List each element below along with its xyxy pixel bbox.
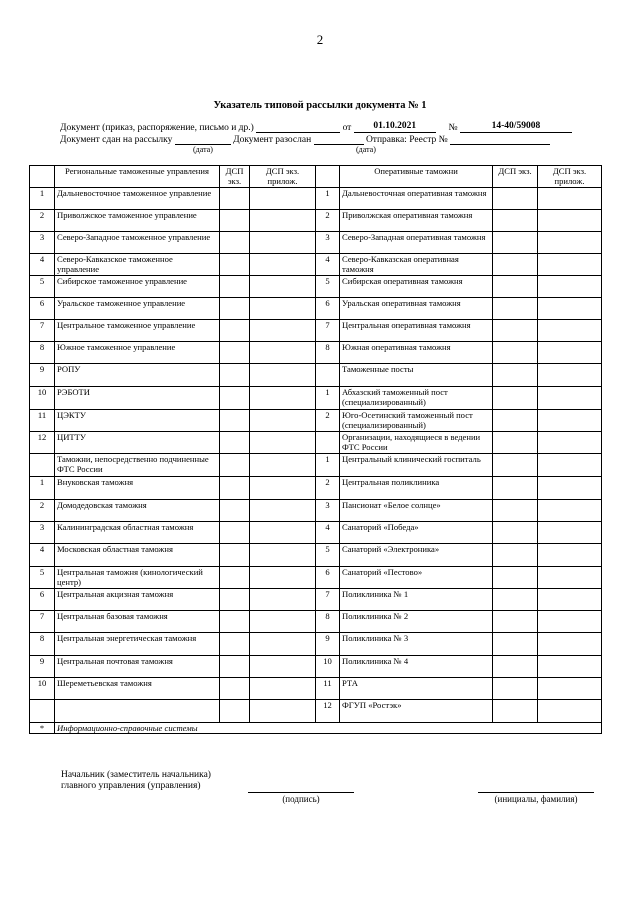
right-dsp-copies bbox=[493, 454, 538, 477]
dispatch-label: Отправка: bbox=[365, 135, 407, 145]
sent-date bbox=[314, 133, 364, 145]
left-dsp-attach bbox=[250, 210, 316, 232]
left-number: 1 bbox=[30, 188, 55, 210]
right-number: 6 bbox=[316, 567, 340, 589]
initials-caption: (инициалы, фамилия) bbox=[494, 794, 578, 804]
left-recipient: Центральное таможенное управление bbox=[55, 320, 220, 342]
page-number: 2 bbox=[316, 32, 324, 47]
right-number bbox=[316, 432, 340, 454]
left-number: 3 bbox=[30, 232, 55, 254]
right-number: 5 bbox=[316, 544, 340, 567]
left-dsp-copies bbox=[220, 700, 250, 723]
left-dsp-copies bbox=[220, 254, 250, 276]
right-dsp-copies bbox=[493, 188, 538, 210]
left-dsp-copies bbox=[220, 188, 250, 210]
right-dsp-copies bbox=[493, 611, 538, 633]
document-label: Документ (приказ, распоряжение, письмо и др.) bbox=[60, 123, 254, 133]
right-recipient: РТА bbox=[340, 678, 493, 700]
right-number: 4 bbox=[316, 254, 340, 276]
left-dsp-copies bbox=[220, 298, 250, 320]
left-dsp-attach bbox=[250, 298, 316, 320]
document-number: 14-40/59008 bbox=[460, 121, 572, 133]
left-dsp-attach bbox=[250, 567, 316, 589]
left-dsp-attach bbox=[250, 589, 316, 611]
right-dsp-copies bbox=[493, 432, 538, 454]
left-dsp-attach bbox=[250, 387, 316, 410]
left-recipient: Южное таможенное управление bbox=[55, 342, 220, 364]
left-dsp-copies bbox=[220, 589, 250, 611]
mailing-table bbox=[29, 165, 602, 734]
info-systems-label: Информационно-справочные системы bbox=[55, 723, 602, 734]
info-systems-row bbox=[30, 723, 602, 734]
right-recipient: Центральная оперативная таможня bbox=[340, 320, 493, 342]
right-number: 1 bbox=[316, 387, 340, 410]
right-dsp-copies bbox=[493, 700, 538, 723]
right-dsp-attach bbox=[538, 232, 602, 254]
left-recipient: ЦИТТУ bbox=[55, 432, 220, 454]
table-row bbox=[30, 611, 602, 633]
right-recipient: Санаторий «Победа» bbox=[340, 522, 493, 544]
left-dsp-copies bbox=[220, 210, 250, 232]
left-number: 9 bbox=[30, 656, 55, 678]
right-number: 11 bbox=[316, 678, 340, 700]
right-dsp-attach bbox=[538, 477, 602, 500]
left-recipient: Северо-Кавказское таможенное управление bbox=[55, 254, 220, 276]
document-line bbox=[60, 121, 572, 133]
right-number: 12 bbox=[316, 700, 340, 723]
left-dsp-copies bbox=[220, 477, 250, 500]
left-dsp-copies bbox=[220, 633, 250, 656]
right-recipient: Центральная поликлиника bbox=[340, 477, 493, 500]
right-dsp-copies bbox=[493, 567, 538, 589]
left-number: 7 bbox=[30, 611, 55, 633]
left-recipient: Внуковская таможня bbox=[55, 477, 220, 500]
right-dsp-copies bbox=[493, 633, 538, 656]
right-recipient: Приволжская оперативная таможня bbox=[340, 210, 493, 232]
table-row bbox=[30, 522, 602, 544]
right-number: 7 bbox=[316, 589, 340, 611]
right-number: 8 bbox=[316, 342, 340, 364]
left-number: 8 bbox=[30, 342, 55, 364]
left-dsp-attach bbox=[250, 544, 316, 567]
left-number: 7 bbox=[30, 320, 55, 342]
left-number bbox=[30, 700, 55, 723]
table-row bbox=[30, 320, 602, 342]
right-recipient: ФГУП «Ростэк» bbox=[340, 700, 493, 723]
right-dsp-attach bbox=[538, 298, 602, 320]
left-number: 5 bbox=[30, 567, 55, 589]
right-dsp-copies bbox=[493, 410, 538, 432]
number-sign: № bbox=[448, 123, 458, 133]
right-dsp-attach bbox=[538, 432, 602, 454]
right-number bbox=[316, 364, 340, 387]
right-dsp-attach bbox=[538, 210, 602, 232]
table-row bbox=[30, 210, 602, 232]
left-dsp-copies bbox=[220, 522, 250, 544]
left-recipient: Сибирское таможенное управление bbox=[55, 276, 220, 298]
left-dsp-copies bbox=[220, 656, 250, 678]
left-dsp-attach bbox=[250, 700, 316, 723]
header-num-left bbox=[30, 166, 55, 188]
left-dsp-copies bbox=[220, 432, 250, 454]
left-dsp-attach bbox=[250, 254, 316, 276]
right-recipient: Северо-Западная оперативная таможня bbox=[340, 232, 493, 254]
left-recipient: Центральная акцизная таможня bbox=[55, 589, 220, 611]
left-number: 4 bbox=[30, 254, 55, 276]
right-recipient: Южная оперативная таможня bbox=[340, 342, 493, 364]
table-row bbox=[30, 678, 602, 700]
left-number: 1 bbox=[30, 477, 55, 500]
right-number: 9 bbox=[316, 633, 340, 656]
right-recipient: Организации, находящиеся в ведении ФТС России bbox=[340, 432, 493, 454]
right-dsp-attach bbox=[538, 678, 602, 700]
left-recipient: Уральское таможенное управление bbox=[55, 298, 220, 320]
right-dsp-copies bbox=[493, 678, 538, 700]
header-regional: Региональные таможенные управления bbox=[55, 166, 220, 188]
right-dsp-attach bbox=[538, 364, 602, 387]
right-recipient: Поликлиника № 2 bbox=[340, 611, 493, 633]
table-row bbox=[30, 298, 602, 320]
right-number: 2 bbox=[316, 410, 340, 432]
right-dsp-attach bbox=[538, 342, 602, 364]
given-date bbox=[175, 133, 231, 145]
table-row bbox=[30, 254, 602, 276]
right-number: 1 bbox=[316, 188, 340, 210]
left-dsp-attach bbox=[250, 454, 316, 477]
left-recipient bbox=[55, 700, 220, 723]
table-row bbox=[30, 633, 602, 656]
left-dsp-attach bbox=[250, 342, 316, 364]
table-row bbox=[30, 188, 602, 210]
right-dsp-copies bbox=[493, 210, 538, 232]
table-row bbox=[30, 567, 602, 589]
left-recipient: Центральная почтовая таможня bbox=[55, 656, 220, 678]
table-row bbox=[30, 387, 602, 410]
registry-label: Реестр № bbox=[409, 135, 448, 145]
left-dsp-copies bbox=[220, 678, 250, 700]
right-dsp-copies bbox=[493, 522, 538, 544]
right-dsp-copies bbox=[493, 276, 538, 298]
right-number: 5 bbox=[316, 276, 340, 298]
table-row bbox=[30, 364, 602, 387]
from-label: от bbox=[342, 123, 352, 133]
left-number: 3 bbox=[30, 522, 55, 544]
left-dsp-copies bbox=[220, 387, 250, 410]
left-number: 11 bbox=[30, 410, 55, 432]
right-number: 8 bbox=[316, 611, 340, 633]
right-dsp-copies bbox=[493, 364, 538, 387]
left-dsp-copies bbox=[220, 567, 250, 589]
header-operative: Оперативные таможни bbox=[340, 166, 493, 188]
table-row bbox=[30, 500, 602, 522]
left-number: 6 bbox=[30, 589, 55, 611]
left-recipient: Центральная таможня (кинологический центр) bbox=[55, 567, 220, 589]
right-dsp-copies bbox=[493, 500, 538, 522]
right-dsp-attach bbox=[538, 700, 602, 723]
left-dsp-attach bbox=[250, 656, 316, 678]
right-dsp-attach bbox=[538, 276, 602, 298]
header-dsp-attach-right: ДСП экз. прилож. bbox=[538, 166, 602, 188]
left-dsp-attach bbox=[250, 500, 316, 522]
right-recipient: Поликлиника № 1 bbox=[340, 589, 493, 611]
left-number: 2 bbox=[30, 500, 55, 522]
left-dsp-copies bbox=[220, 232, 250, 254]
right-number: 7 bbox=[316, 320, 340, 342]
right-number: 1 bbox=[316, 454, 340, 477]
left-dsp-copies bbox=[220, 500, 250, 522]
date-caption-1: (дата) bbox=[193, 145, 213, 154]
right-number: 10 bbox=[316, 656, 340, 678]
right-dsp-attach bbox=[538, 611, 602, 633]
header-dsp-copies-right: ДСП экз. bbox=[493, 166, 538, 188]
left-recipient: Центральная базовая таможня bbox=[55, 611, 220, 633]
right-dsp-attach bbox=[538, 544, 602, 567]
table-row bbox=[30, 410, 602, 432]
right-recipient: Таможенные посты bbox=[340, 364, 493, 387]
right-dsp-attach bbox=[538, 454, 602, 477]
left-dsp-attach bbox=[250, 477, 316, 500]
left-dsp-attach bbox=[250, 432, 316, 454]
left-number: 5 bbox=[30, 276, 55, 298]
table-row bbox=[30, 544, 602, 567]
left-dsp-attach bbox=[250, 364, 316, 387]
header-dsp-attach-left: ДСП экз. прилож. bbox=[250, 166, 316, 188]
left-dsp-copies bbox=[220, 611, 250, 633]
document-date: 01.10.2021 bbox=[354, 121, 436, 133]
dispatch-line bbox=[60, 133, 550, 145]
left-dsp-copies bbox=[220, 276, 250, 298]
right-dsp-attach bbox=[538, 387, 602, 410]
right-recipient: Северо-Кавказская оперативная таможня bbox=[340, 254, 493, 276]
right-dsp-copies bbox=[493, 232, 538, 254]
left-recipient: Московская областная таможня bbox=[55, 544, 220, 567]
right-dsp-attach bbox=[538, 254, 602, 276]
left-recipient: ЦЭКТУ bbox=[55, 410, 220, 432]
right-dsp-copies bbox=[493, 477, 538, 500]
info-systems-mark: * bbox=[30, 723, 55, 734]
right-number: 2 bbox=[316, 477, 340, 500]
left-dsp-copies bbox=[220, 410, 250, 432]
table-row bbox=[30, 700, 602, 723]
right-recipient: Центральный клинический госпиталь bbox=[340, 454, 493, 477]
left-dsp-attach bbox=[250, 276, 316, 298]
signature-line bbox=[248, 792, 354, 793]
left-number: 8 bbox=[30, 633, 55, 656]
registry-number bbox=[450, 133, 550, 145]
left-dsp-attach bbox=[250, 188, 316, 210]
right-dsp-copies bbox=[493, 342, 538, 364]
right-recipient: Уральская оперативная таможня bbox=[340, 298, 493, 320]
header-dsp-copies-left: ДСП экз. bbox=[220, 166, 250, 188]
right-number: 2 bbox=[316, 210, 340, 232]
table-row bbox=[30, 454, 602, 477]
left-dsp-copies bbox=[220, 364, 250, 387]
left-recipient: Домодедовская таможня bbox=[55, 500, 220, 522]
left-recipient: РЭБОТИ bbox=[55, 387, 220, 410]
date-caption-2: (дата) bbox=[356, 145, 376, 154]
right-dsp-copies bbox=[493, 544, 538, 567]
right-number: 6 bbox=[316, 298, 340, 320]
left-recipient: Северо-Западное таможенное управление bbox=[55, 232, 220, 254]
left-dsp-copies bbox=[220, 342, 250, 364]
left-dsp-attach bbox=[250, 611, 316, 633]
right-number: 3 bbox=[316, 232, 340, 254]
document-title: Указатель типовой рассылки документа № 1 bbox=[213, 100, 427, 111]
right-recipient: Пансионат «Белое солнце» bbox=[340, 500, 493, 522]
right-dsp-attach bbox=[538, 500, 602, 522]
right-dsp-copies bbox=[493, 589, 538, 611]
left-number: 6 bbox=[30, 298, 55, 320]
left-recipient: Центральная энергетическая таможня bbox=[55, 633, 220, 656]
left-recipient: Калининградская областная таможня bbox=[55, 522, 220, 544]
right-dsp-attach bbox=[538, 656, 602, 678]
signatory-line-2: главного управления (управления) bbox=[61, 781, 201, 791]
table-row bbox=[30, 477, 602, 500]
table-row bbox=[30, 276, 602, 298]
left-recipient: Шереметьевская таможня bbox=[55, 678, 220, 700]
right-recipient: Сибирская оперативная таможня bbox=[340, 276, 493, 298]
signatory-line-1: Начальник (заместитель начальника) bbox=[61, 770, 211, 780]
right-dsp-copies bbox=[493, 320, 538, 342]
left-dsp-attach bbox=[250, 678, 316, 700]
right-dsp-attach bbox=[538, 522, 602, 544]
right-recipient: Абхазский таможенный пост (специализированный) bbox=[340, 387, 493, 410]
left-number bbox=[30, 454, 55, 477]
right-dsp-copies bbox=[493, 656, 538, 678]
signature-caption: (подпись) bbox=[282, 794, 320, 804]
header-num-right bbox=[316, 166, 340, 188]
right-number: 3 bbox=[316, 500, 340, 522]
right-dsp-copies bbox=[493, 387, 538, 410]
left-dsp-copies bbox=[220, 320, 250, 342]
table-row bbox=[30, 432, 602, 454]
right-dsp-attach bbox=[538, 410, 602, 432]
right-dsp-copies bbox=[493, 254, 538, 276]
sent-label: Документ разослан bbox=[233, 135, 312, 145]
initials-line bbox=[478, 792, 594, 793]
left-number: 10 bbox=[30, 387, 55, 410]
table-header bbox=[30, 166, 602, 188]
right-recipient: Санаторий «Электроника» bbox=[340, 544, 493, 567]
right-recipient: Поликлиника № 4 bbox=[340, 656, 493, 678]
left-dsp-attach bbox=[250, 633, 316, 656]
document-blank bbox=[256, 121, 340, 133]
left-dsp-attach bbox=[250, 410, 316, 432]
left-recipient: Таможни, непосредственно подчиненные ФТС России bbox=[55, 454, 220, 477]
left-number: 12 bbox=[30, 432, 55, 454]
signatory-block bbox=[61, 770, 211, 792]
right-dsp-copies bbox=[493, 298, 538, 320]
left-dsp-copies bbox=[220, 454, 250, 477]
right-dsp-attach bbox=[538, 320, 602, 342]
right-number: 4 bbox=[316, 522, 340, 544]
right-recipient: Юго-Осетинский таможенный пост (специализированный) bbox=[340, 410, 493, 432]
left-dsp-attach bbox=[250, 320, 316, 342]
right-dsp-attach bbox=[538, 589, 602, 611]
left-number: 10 bbox=[30, 678, 55, 700]
right-recipient: Санаторий «Пестово» bbox=[340, 567, 493, 589]
table-row bbox=[30, 342, 602, 364]
left-dsp-copies bbox=[220, 544, 250, 567]
table-row bbox=[30, 656, 602, 678]
left-dsp-attach bbox=[250, 232, 316, 254]
right-recipient: Поликлиника № 3 bbox=[340, 633, 493, 656]
left-dsp-attach bbox=[250, 522, 316, 544]
left-recipient: РОПУ bbox=[55, 364, 220, 387]
given-label: Документ сдан на рассылку bbox=[60, 135, 173, 145]
right-dsp-attach bbox=[538, 633, 602, 656]
left-number: 2 bbox=[30, 210, 55, 232]
left-number: 4 bbox=[30, 544, 55, 567]
right-recipient: Дальневосточная оперативная таможня bbox=[340, 188, 493, 210]
right-dsp-attach bbox=[538, 567, 602, 589]
left-recipient: Приволжское таможенное управление bbox=[55, 210, 220, 232]
left-recipient: Дальневосточное таможенное управление bbox=[55, 188, 220, 210]
left-number: 9 bbox=[30, 364, 55, 387]
table-row bbox=[30, 232, 602, 254]
right-dsp-attach bbox=[538, 188, 602, 210]
table-row bbox=[30, 589, 602, 611]
